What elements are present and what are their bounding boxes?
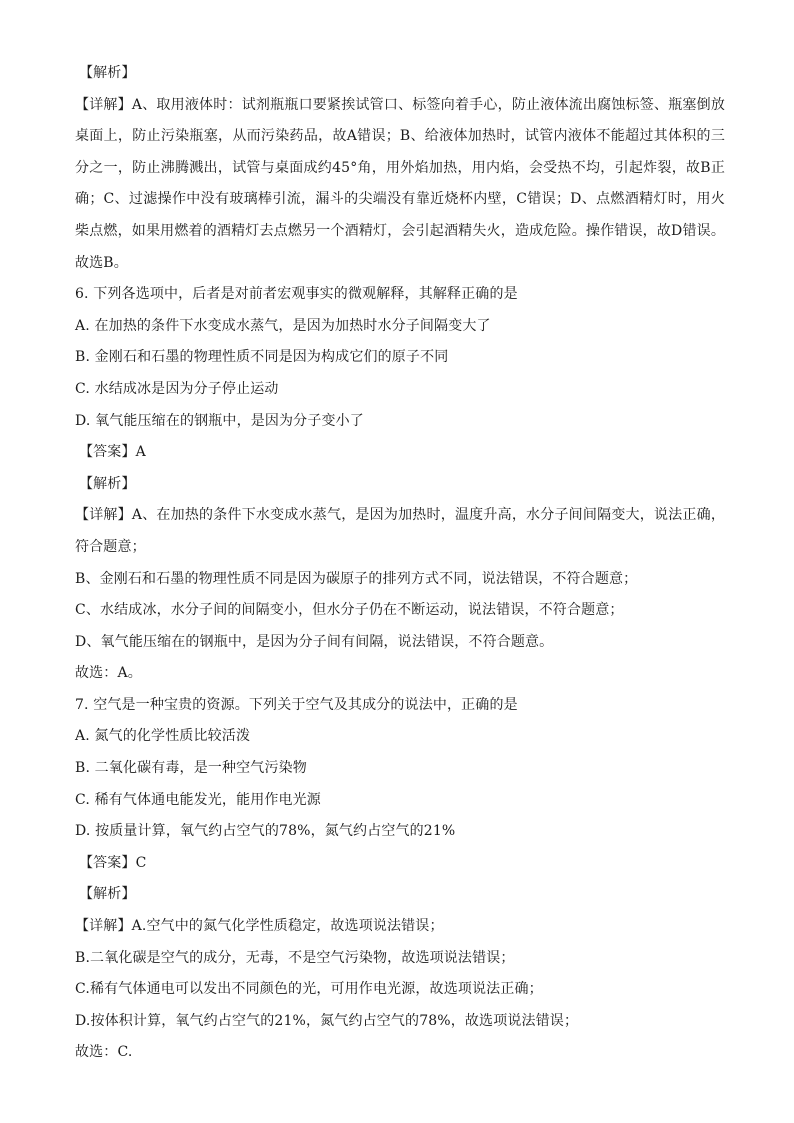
- q5-detail-paragraph: 【详解】A、取用液体时：试剂瓶瓶口要紧挨试管口、标签向着手心，防止液体流出腐蚀标签、瓶塞倒放桌面上，防止污染瓶塞，从而污染药品，故A错误；B、给液体加热时，试管内液体不能超过其体积的三分之一，防止沸腾溅出，试管与桌面成约45°角，用外焰加热，用内焰，会受热不均，引起炸裂，故B正确；C、过滤操作中没有玻璃棒引流，漏斗的尖端没有靠近烧杯内壁，C错误；D、点燃酒精灯时，用火柴点燃，如果用燃着的酒精灯去点燃另一个酒精灯，会引起酒精失火，造成危险。操作错误，故D错误。故选B。: [75, 96, 725, 271]
- q7-detail-d: D.按体积计算，氧气约占空气的21%，氮气约占空气的78%，故选项说法错误；: [75, 1012, 579, 1029]
- q7-option-d: D. 按质量计算，氧气约占空气的78%，氮气约占空气的21%: [75, 823, 456, 840]
- q6-option-d: D. 氧气能压缩在的钢瓶中，是因为分子变小了: [75, 412, 364, 429]
- q7-stem: 7. 空气是一种宝贵的资源。下列关于空气及其成分的说法中，正确的是: [75, 696, 518, 713]
- q6-answer: 【答案】A: [79, 444, 146, 461]
- q6-option-c: C. 水结成冰是因为分子停止运动: [75, 380, 279, 397]
- q7-answer: 【答案】C: [79, 854, 147, 871]
- document-page: [75, 58, 725, 1069]
- q6-analysis-heading: 【解析】: [79, 475, 136, 492]
- q7-conclusion: 故选：C.: [75, 1044, 133, 1061]
- q7-detail-a: 【详解】A.空气中的氮气化学性质稳定，故选项说法错误；: [75, 918, 444, 935]
- q6-detail-a: 【详解】A、在加热的条件下水变成水蒸气，是因为加热时，温度升高，水分子间间隔变大，说法正确，符合题意；: [75, 507, 725, 555]
- q6-detail-d: D、氧气能压缩在的钢瓶中，是因为分子间有间隔，说法错误，不符合题意。: [75, 633, 554, 650]
- q6-stem: 6. 下列各选项中，后者是对前者宏观事实的微观解释，其解释正确的是: [75, 286, 518, 303]
- q6-detail-b: B、金刚石和石墨的物理性质不同是因为碳原子的排列方式不同，说法错误，不符合题意；: [75, 570, 638, 587]
- q5-analysis-heading: 【解析】: [79, 65, 136, 81]
- q7-option-c: C. 稀有气体通电能发光，能用作电光源: [75, 791, 321, 808]
- q7-detail-c: C.稀有气体通电可以发出不同颜色的光，可用作电光源，故选项说法正确；: [75, 981, 543, 998]
- q6-option-a: A. 在加热的条件下水变成水蒸气，是因为加热时水分子间隔变大了: [75, 317, 491, 334]
- q6-option-b: B. 金刚石和石墨的物理性质不同是因为构成它们的原子不同: [75, 349, 449, 366]
- q6-detail-c: C、水结成冰，水分子间的间隔变小，但水分子仍在不断运动，说法错误，不符合题意；: [75, 602, 624, 619]
- q7-detail-b: B.二氧化碳是空气的成分，无毒，不是空气污染物，故选项说法错误；: [75, 949, 515, 966]
- q7-option-b: B. 二氧化碳有毒，是一种空气污染物: [75, 760, 307, 777]
- q6-conclusion: 故选：A。: [75, 665, 142, 682]
- q7-option-a: A. 氮气的化学性质比较活泼: [75, 728, 251, 745]
- q7-analysis-heading: 【解析】: [79, 886, 136, 903]
